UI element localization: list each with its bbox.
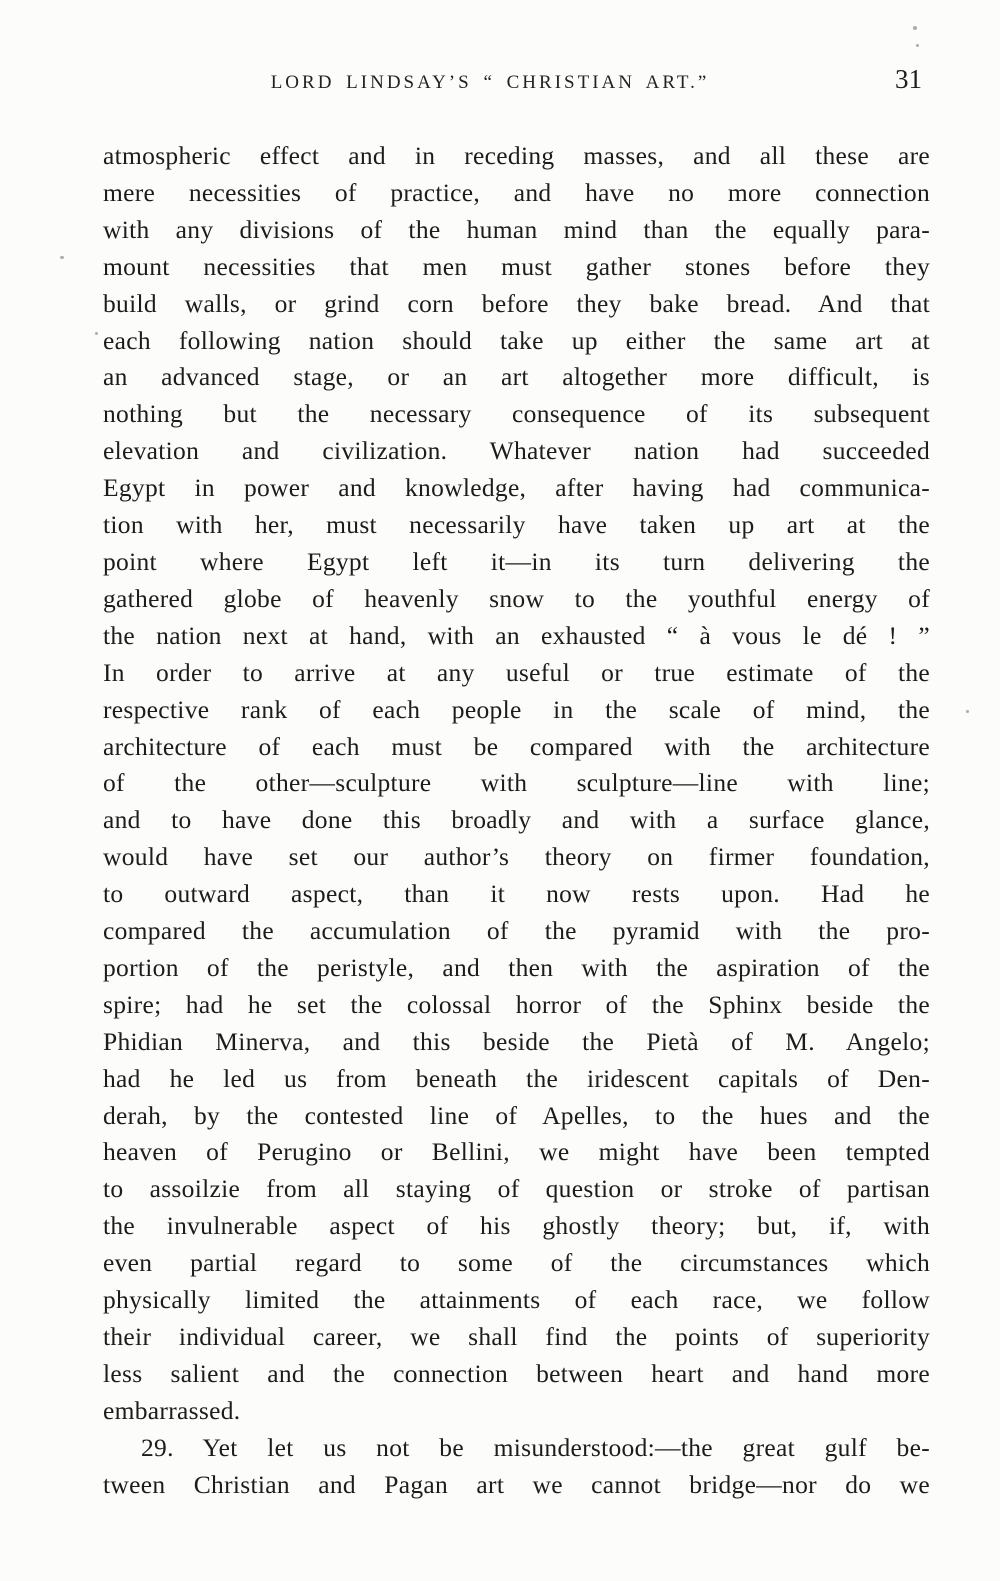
running-title: LORD LINDSAY’S “ CHRISTIAN ART.”: [270, 72, 710, 93]
text-line: embarrassed.: [103, 1395, 241, 1425]
text-line: with any divisions of the human mind than the equally para-: [103, 214, 930, 244]
text-line: build walls, or grind corn before they bake bread. And that: [103, 288, 930, 318]
text-line: gathered globe of heavenly snow to the youthful energy of: [103, 583, 930, 613]
text-line: architecture of each must be compared with the architecture: [103, 731, 930, 761]
text-line: tion with her, must necessarily have taken up art at the: [103, 510, 930, 540]
text-line: compared the accumulation of the pyramid with the pro-: [103, 916, 930, 946]
page-header: [70, 72, 910, 104]
text-line: to outward aspect, than it now rests upon. Had he: [103, 879, 930, 909]
text-line: their individual career, we shall find the points of superiority: [103, 1322, 930, 1351]
scan-speck: [95, 332, 98, 335]
text-line: atmospheric effect and in receding masses, and all these are: [103, 141, 930, 170]
text-line: mount necessities that men must gather stones before they: [103, 251, 930, 281]
text-line: spire; had he set the colossal horror of the Sphinx beside the: [103, 989, 930, 1019]
text-line: and to have done this broadly and with a surface glance,: [103, 805, 930, 835]
text-line: the nation next at hand, with an exhausted “ à vous le dé ! ”: [103, 620, 930, 650]
page-body: [103, 138, 930, 1504]
scan-speck: [60, 256, 64, 259]
text-line: Egypt in power and knowledge, after having had communica-: [103, 473, 930, 503]
scan-speck: [916, 44, 919, 47]
text-line: the invulnerable aspect of his ghostly theory; but, if, with: [103, 1211, 930, 1241]
text-line: to assoilzie from all staying of question or stroke of partisan: [103, 1174, 930, 1204]
text-line: less salient and the connection between heart and hand more: [103, 1358, 930, 1388]
text-line: even partial regard to some of the circumstances which: [103, 1248, 930, 1278]
text-line: of the other—sculpture with sculpture—line with line;: [103, 768, 930, 798]
text-line: mere necessities of practice, and have no more connection: [103, 177, 930, 207]
text-line: respective rank of each people in the scale of mind, the: [103, 694, 930, 724]
scan-speck: [913, 26, 917, 30]
text-line: an advanced stage, or an art altogether more difficult, is: [103, 362, 930, 392]
text-line: elevation and civilization. Whatever nation had succeeded: [103, 436, 930, 466]
text-line: nothing but the necessary consequence of its subsequent: [103, 399, 930, 429]
scan-speck: [966, 710, 969, 713]
text-line: portion of the peristyle, and then with the aspiration of the: [103, 952, 930, 982]
text-line: tween Christian and Pagan art we cannot bridge—nor do we: [103, 1469, 930, 1499]
text-line: point where Egypt left it—in its turn delivering the: [103, 546, 930, 576]
text-line: physically limited the attainments of each race, we follow: [103, 1285, 930, 1315]
text-line: Phidian Minerva, and this beside the Pietà of M. Angelo;: [103, 1026, 930, 1056]
text-line: In order to arrive at any useful or true estimate of the: [103, 657, 930, 687]
page-number: 31: [895, 64, 922, 94]
text-line: had he led us from beneath the iridescent capitals of Den-: [103, 1063, 930, 1093]
text-line: derah, by the contested line of Apelles, to the hues and the: [103, 1100, 930, 1130]
text-line: heaven of Perugino or Bellini, we might have been tempted: [103, 1137, 930, 1167]
text-line: would have set our author’s theory on firmer foundation,: [103, 842, 930, 872]
text-line: 29. Yet let us not be misunderstood:—the great gulf be-: [141, 1432, 930, 1462]
text-line: each following nation should take up either the same art at: [103, 325, 930, 355]
